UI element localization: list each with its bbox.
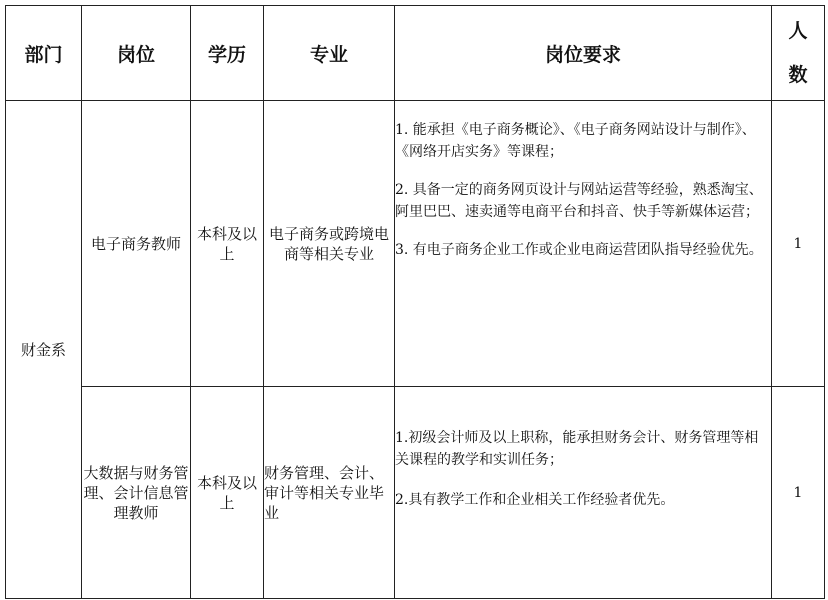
department-cell: 财金系 <box>6 101 82 599</box>
count-cell: 1 <box>772 101 825 387</box>
header-dept: 部门 <box>6 6 82 101</box>
requirement-item: 3. 有电子商务企业工作或企业电商运营团队指导经验优先。 <box>395 242 763 258</box>
header-count-line2: 数 <box>788 64 808 86</box>
requirements-cell <box>395 387 772 599</box>
header-requirements: 岗位要求 <box>395 6 772 101</box>
table-row <box>6 387 825 599</box>
header-major: 专业 <box>264 6 395 101</box>
table-row <box>6 101 825 387</box>
header-education: 学历 <box>191 6 264 101</box>
requirement-item: 1.初级会计师及以上职称，能承担财务会计、财务管理等相关课程的教学和实训任务； <box>395 430 759 468</box>
position-cell: 电子商务教师 <box>82 101 191 387</box>
major-cell: 财务管理、会计、审计等相关专业毕业 <box>264 387 395 599</box>
requirement-item: 2.具有教学工作和企业相关工作经验者优先。 <box>395 492 675 508</box>
header-row <box>6 6 825 101</box>
position-cell: 大数据与财务管理、会计信息管理教师 <box>82 387 191 599</box>
recruitment-table <box>5 5 825 599</box>
requirement-item: 1. 能承担《电子商务概论》、《电子商务网站设计与制作》、《网络开店实务》等课程； <box>395 122 756 160</box>
requirement-item: 2. 具备一定的商务网页设计与网站运营等经验，熟悉淘宝、阿里巴巴、速卖通等电商平台和抖音、快手等新媒体运营； <box>395 182 763 220</box>
count-cell: 1 <box>772 387 825 599</box>
requirements-cell <box>395 101 772 387</box>
education-cell: 本科及以上 <box>191 101 264 387</box>
education-cell: 本科及以上 <box>191 387 264 599</box>
major-cell: 电子商务或跨境电商等相关专业 <box>264 101 395 387</box>
header-count-line1: 人 <box>788 20 808 42</box>
header-count <box>772 6 825 101</box>
header-position: 岗位 <box>82 6 191 101</box>
